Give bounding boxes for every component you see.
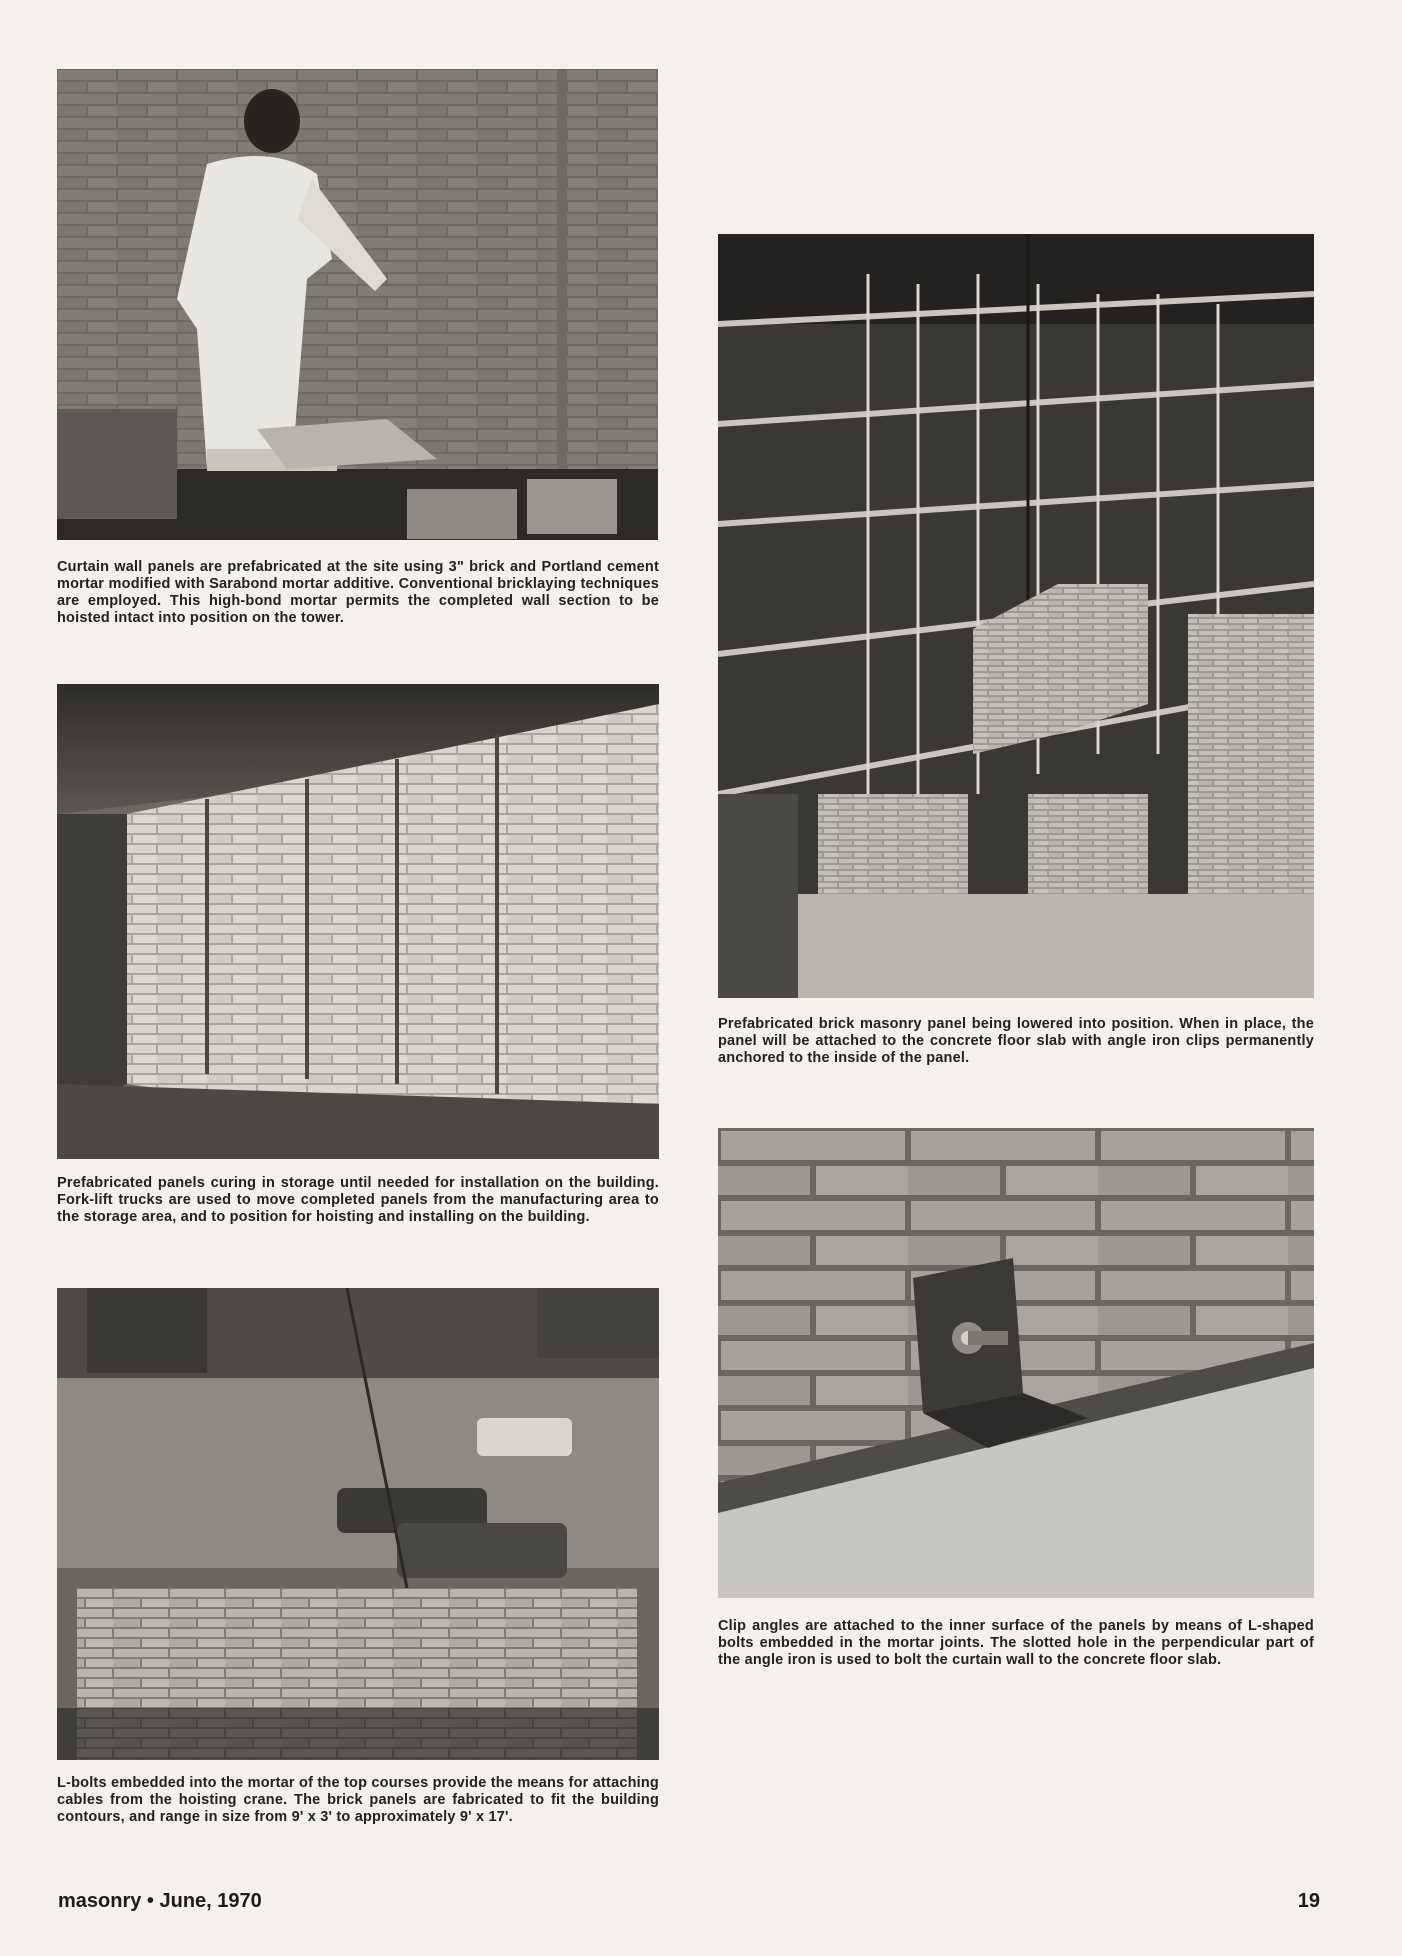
photo-lbolts [57,1288,659,1760]
photo-clip-angle [718,1128,1314,1598]
caption-photo-2: Prefabricated panels curing in storage until needed for installation on the building. Fork-lift trucks are used to move completed panels from the manufacturing area to the storage area, and to position for hoisting and installing on the building. [57,1175,659,1225]
photo-bricklayer [57,69,658,540]
photo-panel-lowered [718,234,1314,998]
caption-photo-5: Clip angles are attached to the inner surface of the panels by means of L-shaped bolts embedded in the mortar joints. The slotted hole in the perpendicular part of the angle iron is used to bolt the curtain wall to the concrete floor slab. [718,1618,1314,1668]
footer-publication: masonry • June, 1970 [58,1890,262,1912]
caption-photo-1: Curtain wall panels are prefabricated at the site using 3" brick and Portland cement mortar modified with Sarabond mortar additive. Conventional bricklaying techniques are employed. This high-bond mortar permits the completed wall section to be hoisted intact into position on the tower. [57,559,659,626]
caption-photo-3: L-bolts embedded into the mortar of the top courses provide the means for attaching cables from the hoisting crane. The brick panels are fabricated to fit the building contours, and range in size from 9' x 3' to approximately 9' x 17'. [57,1775,659,1825]
page-number: 19 [1297,1890,1320,1912]
photo-storage [57,684,659,1159]
caption-photo-4: Prefabricated brick masonry panel being lowered into position. When in place, the panel will be attached to the concrete floor slab with angle iron clips permanently anchored to the inside of the panel. [718,1016,1314,1066]
